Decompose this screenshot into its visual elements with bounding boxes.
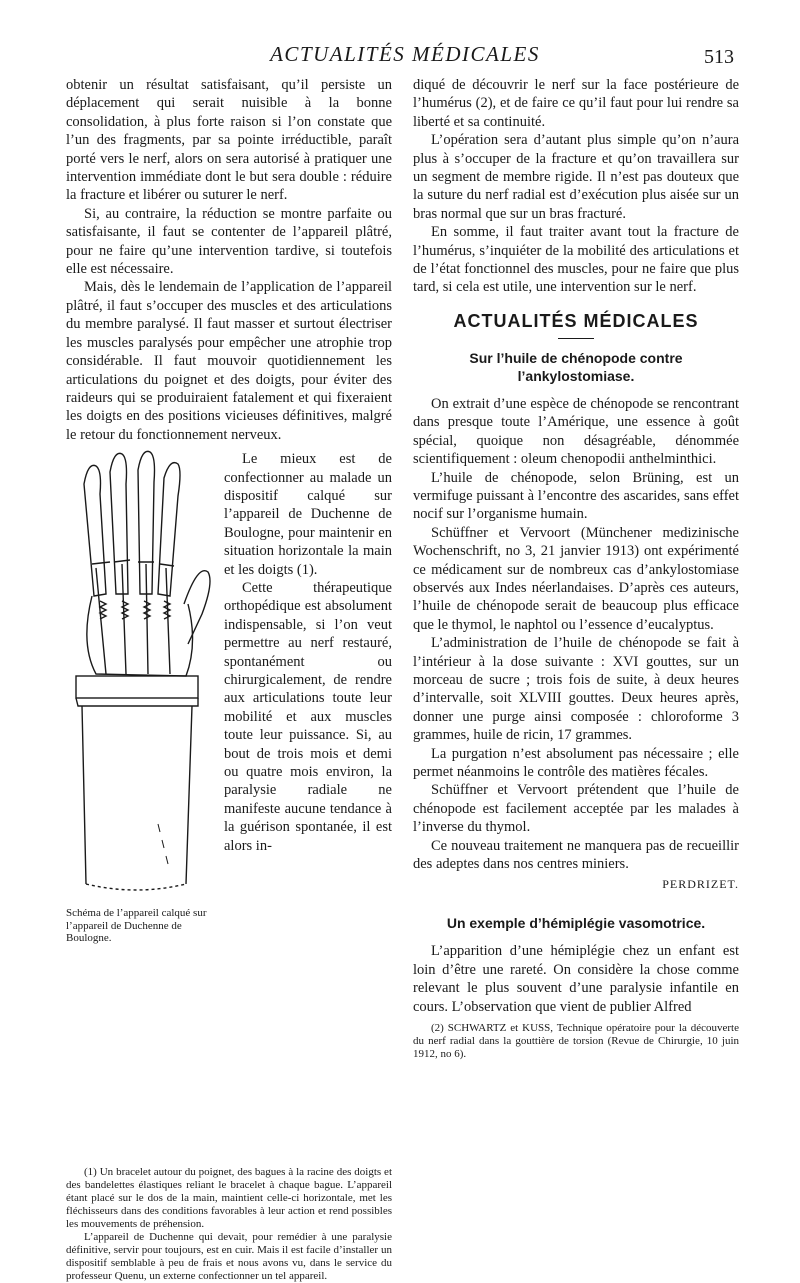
hand-splint-illustration	[66, 444, 216, 899]
footnotes	[413, 1022, 739, 1061]
left-column	[66, 76, 392, 1283]
section-heading: ACTUALITÉS MÉDICALES	[453, 310, 699, 331]
running-title: ACTUALITÉS MÉDICALES	[270, 42, 540, 66]
paragraph: Le mieux est de confectionner au malade un dispositif calqué sur l’appareil de Duchenne de Boulogne, pour maintenir en situation horizontale la main et les doigts (1).	[224, 451, 392, 578]
page-number: 513	[704, 46, 734, 68]
author-signature: PERDRIZET.	[662, 877, 739, 892]
paragraph: Schüffner et Vervoort prétendent que l’huile de chénopode est facilement acceptée par les malades à l’inverse du thymol.	[413, 782, 739, 836]
paragraph: L’opération sera d’autant plus simple qu’on n’aura plus à s’occuper de la fracture et qu’on travaillera sur un segment de membre rigide. Il n’est pas douteux que la suture du nerf radial est d’exécution plus aisée sur un bras normal que sur un bras fracturé.	[413, 132, 739, 222]
figure-caption: Schéma de l’appareil calqué sur l’appareil de Duchenne de Boulogne.	[66, 907, 207, 945]
paragraph: Schüffner et Vervoort (Münchener medizinische Wochenschrift, no 3, 21 janvier 1913) ont expérimenté ce médicament sur de nombreux cas d’ankylostomiase observés aux Indes néerlandaises. D’après ces auteurs, l’huile de chénopode serait de beaucoup plus efficace que le thymol, le naphtol ou l’essence d’eucalyptus.	[413, 524, 739, 633]
paragraph: L’apparition d’une hémiplégie chez un enfant est loin d’être une rareté. On considère la chose comme relevant le plus souvent d’une paralysie infantile en cours. L’observation que vient de publier Alfred	[413, 943, 739, 1015]
right-column	[413, 76, 739, 1061]
paragraph: Ce nouveau traitement ne manquera pas de recueillir des adeptes dans nos centres miniers.	[413, 837, 739, 873]
paragraph: obtenir un résultat satisfaisant, qu’il persiste un déplacement qui serait nuisible à la bonne consolidation, à plus forte raison si l’on constate que l’un des fragments, par sa pointe irréductible, paraît porté vers le nerf, alors on sera autorisé à pratiquer une intervention immédiate dont le but sera double : réduire la fracture et libérer ou suturer le nerf.	[66, 77, 392, 204]
hand-splint-drawing	[66, 444, 216, 899]
paragraph: Cette thérapeutique orthopédique est absolument indispensable, si l’on veut permettre au nerf restauré, spontanément ou chirurgicalement, de rendre aux articulations toute leur mobilité et aux muscles toute leur puissance. Si, au bout de trois mois et demi ou quatre mois environ, la paralysie radiale ne manifeste aucune tendance à la guérison spontanée, il est alors in-	[224, 579, 392, 854]
article-title: Sur l’huile de chénopode contre l’ankylostomiase.	[469, 349, 683, 384]
paragraph: La purgation n’est absolument pas nécessaire ; elle permet néanmoins le contrôle des matières fécales.	[413, 745, 739, 780]
paragraph: On extrait d’une espèce de chénopode se rencontrant dans presque toute l’Amérique, une essence à goût spécial, quoique non désagréable, dénommée scientifiquement : oleum chenopodii anthelminthici.	[413, 395, 739, 468]
footnote: L’appareil de Duchenne qui devait, pour remédier à une paralysie définitive, servir pour toujours, est en cuir. Mais il est facile d’installer un dispositif semblable à peu de frais et nous avons vu, dans le service du professeur Quenu, un externe confectionner un tel appareil.	[66, 1231, 392, 1283]
paragraph: En somme, il faut traiter avant tout la fracture de l’humérus, s’inquiéter de la mobilité des articulations et de l’état fonctionnel des muscles, pour ne faire que plus tard, si cela est utile, une intervention sur le nerf.	[413, 224, 739, 296]
paragraph: diqué de découvrir le nerf sur la face postérieure de l’humérus (2), et de faire ce qu’il faut pour lui rendre sa liberté et sa continuité.	[413, 77, 739, 130]
paragraph: L’huile de chénopode, selon Brüning, est un vermifuge puissant à l’encontre des ascarides, sans effet nocif sur l’organisme humain.	[413, 469, 739, 523]
footnote: (1) Un bracelet autour du poignet, des bagues à la racine des doigts et des bandelettes élastiques reliant le bracelet à chaque bague. L’appareil étant placé sur le dos de la main, maintient celle-ci horizontale, met les fléchisseurs dans des conditions favorables à leur action et rend possibles les mouvements de préhension.	[66, 1166, 392, 1231]
paragraph: Mais, dès le lendemain de l’application de l’appareil plâtré, il faut s’occuper des muscles et des articulations du membre paralysé. Il faut masser et surtout électriser les muscles paralysés pour empêcher une atrophie trop considérable. Il faut mouvoir quotidiennement les articulations du poignet et des doigts, pour éviter des raideurs qui se produiraient fatalement et qui fixeraient les doigts en des positions vicieuses définitives, malgré le retour du fonctionnement nerveux.	[66, 279, 392, 443]
paragraph: L’administration de l’huile de chénopode se fait à l’intérieur à la dose suivante : XVI gouttes, sur un morceau de sucre ; trois fois de suite, à deux heures d’intervalle, soit XLVIII gouttes. Deux heures après, donner une purge ainsi composée : chloroforme 3 grammes, huile de ricin, 17 grammes.	[413, 635, 739, 744]
paragraph: Si, au contraire, la réduction se montre parfaite ou satisfaisante, il faut se contenter de l’appareil plâtré, pour ne faire qu’une intervention tardive, si toutefois elle est nécessaire.	[66, 205, 392, 278]
article-title: Un exemple d’hémiplégie vasomotrice.	[446, 915, 706, 932]
footnotes	[66, 1166, 392, 1283]
footnote: (2) SCHWARTZ et KUSS, Technique opératoire pour la découverte du nerf radial dans la gouttière de torsion (Revue de Chirurgie, 10 juin 1912, no 6).	[413, 1022, 739, 1061]
divider	[558, 338, 594, 339]
figure	[66, 444, 216, 1166]
